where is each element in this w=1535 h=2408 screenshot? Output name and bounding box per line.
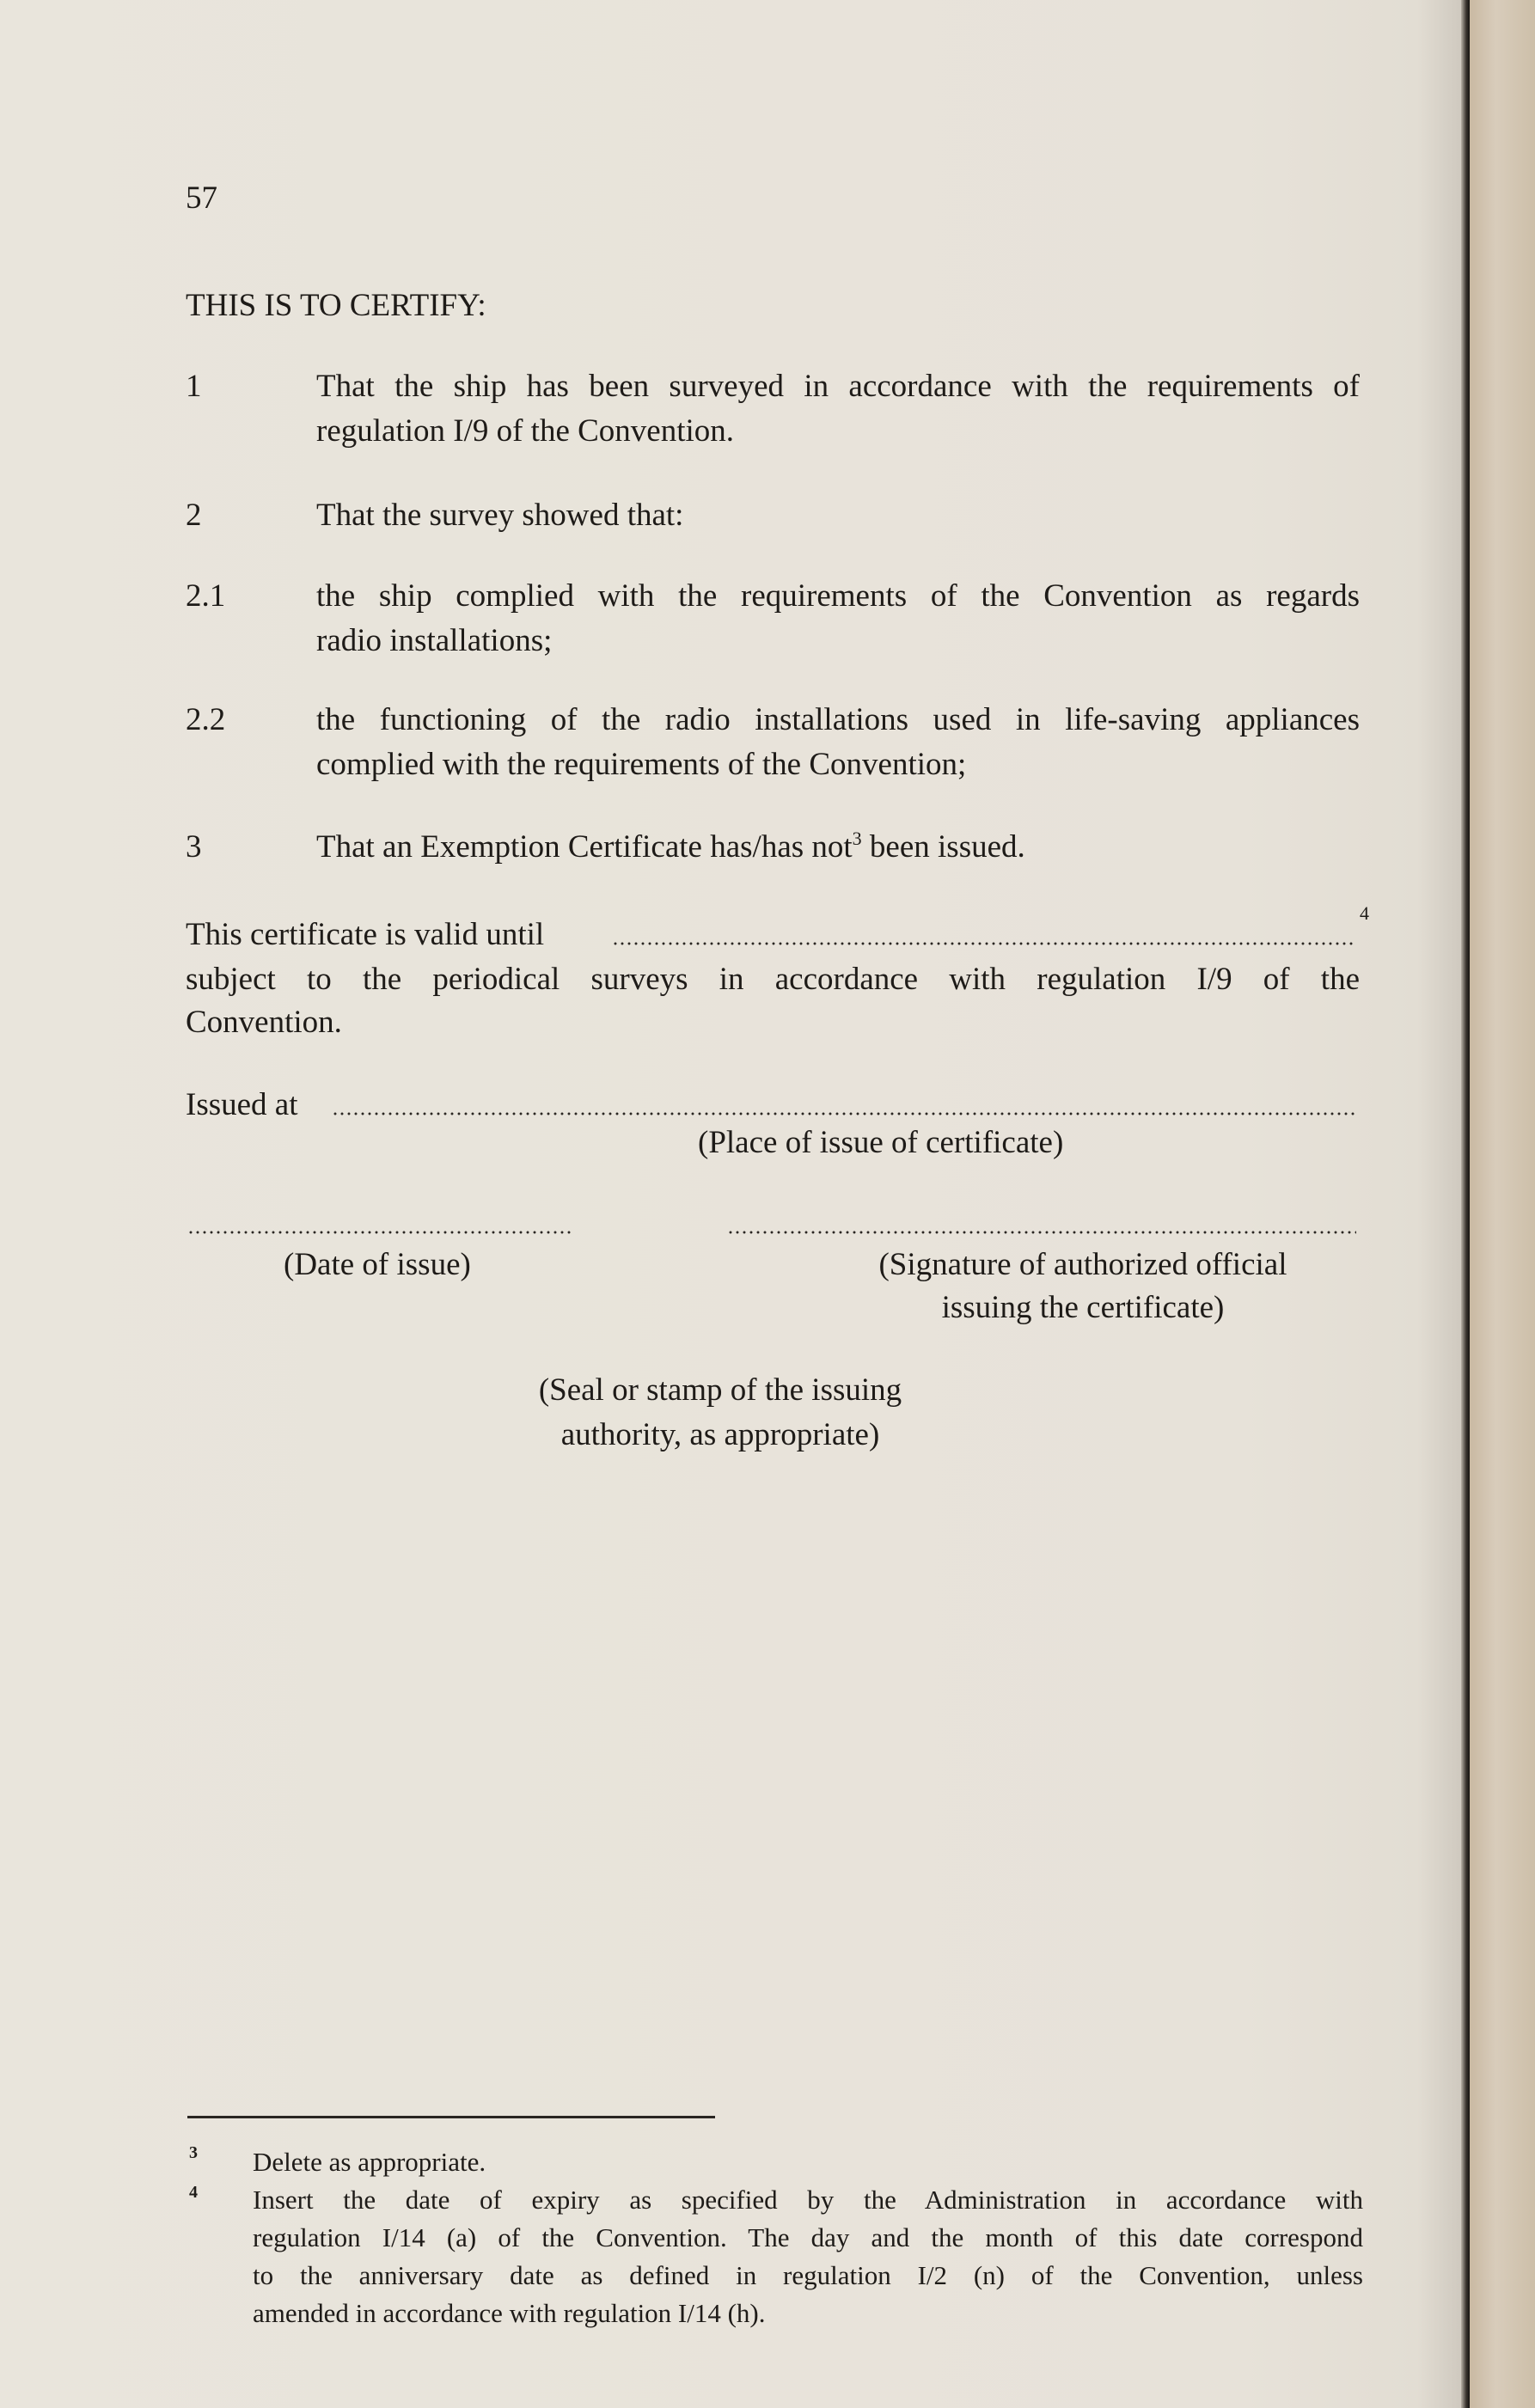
item-number: 2: [186, 498, 202, 533]
page-edges: [1470, 0, 1535, 2408]
item-text-line: regulation I/9 of the Convention.: [316, 413, 735, 449]
item-text-line: That the ship has been surveyed in accordance with the requirements of: [316, 369, 1360, 404]
item-number: 3: [186, 829, 202, 865]
validity-text-line: subject to the periodical surveys in accordance with regulation I/9 of the: [186, 962, 1360, 997]
seal-caption-line: authority, as appropriate): [560, 1417, 880, 1452]
date-of-issue-field[interactable]: [187, 1231, 572, 1234]
footnote-ref: 4: [1360, 902, 1369, 924]
footnote-text-line: to the anniversary date as defined in regulation I/2 (n) of the Convention, unless: [253, 2260, 1363, 2290]
footnote-mark: 4: [189, 2183, 198, 2202]
footnote-ref: 3: [852, 828, 862, 849]
footnote-text-line: amended in accordance with regulation I/14 (h).: [253, 2298, 766, 2328]
issued-at-field[interactable]: [332, 1112, 1355, 1115]
book-spine: [1461, 0, 1470, 2408]
place-caption: (Place of issue of certificate): [698, 1125, 1064, 1160]
validity-text-line: Convention.: [186, 1005, 342, 1040]
footnote-text-line: Insert the date of expiry as specified by the Administration in accordance with: [253, 2185, 1363, 2215]
validity-label: This certificate is valid until: [186, 917, 545, 952]
validity-date-field[interactable]: [612, 942, 1356, 945]
item-text-line: That the survey showed that:: [316, 498, 684, 533]
item-text: been issued.: [861, 829, 1025, 865]
certify-heading: THIS IS TO CERTIFY:: [186, 288, 486, 323]
item-text-line: complied with the requirements of the Convention;: [316, 747, 967, 782]
footnote-text-line: Delete as appropriate.: [253, 2147, 486, 2177]
item-text-line: radio installations;: [316, 623, 553, 658]
footnote-text-line: regulation I/14 (a) of the Convention. The day and the month of this date correspond: [253, 2222, 1363, 2252]
item-text-line: the functioning of the radio installations used in life-saving appliances: [316, 702, 1360, 737]
item-number: 1: [186, 369, 202, 404]
signature-field[interactable]: [727, 1231, 1356, 1234]
issued-at-label: Issued at: [186, 1087, 298, 1122]
signature-caption-line: (Signature of authorized official: [878, 1247, 1287, 1282]
signature-caption-line: issuing the certificate): [941, 1290, 1225, 1325]
item-number: 2.2: [186, 702, 226, 737]
item-text: That an Exemption Certificate has/has not: [316, 829, 853, 865]
item-text-line: the ship complied with the requirements of the Convention as regards: [316, 578, 1360, 614]
page-number: 57: [186, 180, 217, 216]
item-text-line: [316, 825, 1025, 870]
seal-caption-line: (Seal or stamp of the issuing: [538, 1372, 902, 1408]
item-number: 2.1: [186, 578, 226, 614]
date-caption: (Date of issue): [284, 1247, 471, 1282]
footnote-mark: 3: [189, 2143, 198, 2162]
footnote-separator: [187, 2116, 715, 2118]
